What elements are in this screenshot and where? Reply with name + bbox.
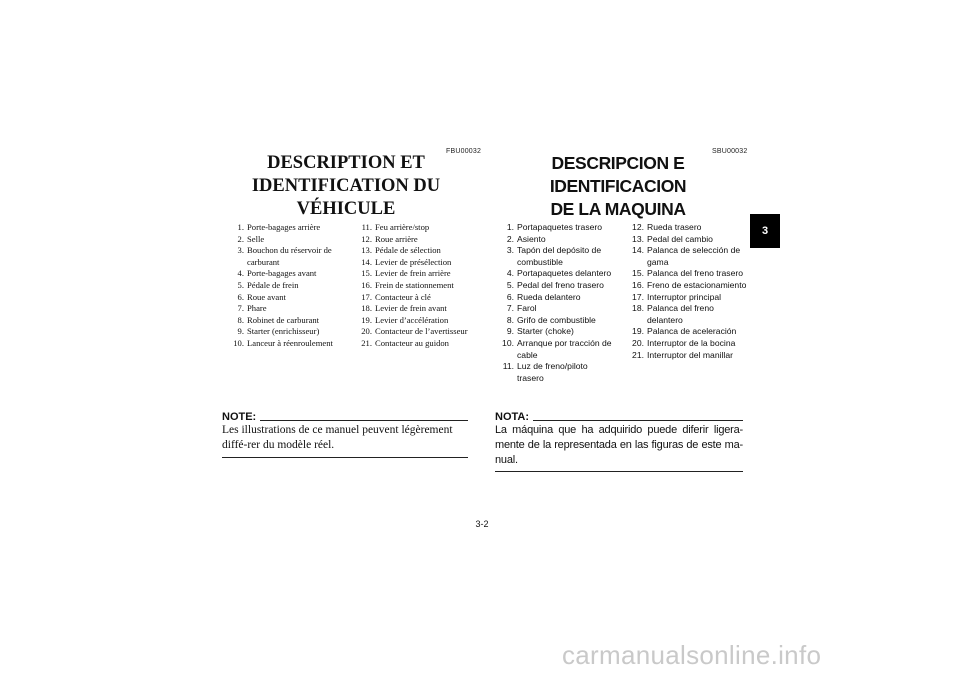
list-item xyxy=(630,280,748,292)
list-item-number: 3. xyxy=(237,245,244,256)
list-item-number: 7. xyxy=(506,303,514,314)
list-item-label: Contacteur à clé xyxy=(375,291,431,302)
list-item-number: 11. xyxy=(502,361,514,372)
spanish-ref-code: SBU00032 xyxy=(712,148,748,155)
list-item-label: Interruptor del manillar xyxy=(647,349,733,360)
list-item-number: 19. xyxy=(632,326,644,337)
list-item-label: Roue arrière xyxy=(375,233,418,244)
list-item-label: Arranque por tracción de cable xyxy=(517,337,612,360)
list-item-number: 4. xyxy=(506,268,514,279)
list-item-label: Feu arrière/stop xyxy=(375,222,430,232)
list-item-label: Luz de freno/piloto trasero xyxy=(517,361,588,383)
list-item xyxy=(630,292,748,304)
list-item xyxy=(500,303,616,315)
list-item xyxy=(500,315,616,327)
list-item-label: Palanca de selección de gama xyxy=(647,245,741,267)
list-item xyxy=(630,245,748,268)
list-item-label: Palanca del freno delantero xyxy=(647,303,714,325)
list-item xyxy=(232,245,350,268)
list-item xyxy=(500,222,616,234)
list-item-number: 6. xyxy=(506,291,514,302)
list-item-number: 14. xyxy=(361,256,372,267)
page-number: 3-2 xyxy=(475,519,489,529)
list-item-label: Pedal del cambio xyxy=(647,233,713,244)
list-item-label: Portapaquetes delantero xyxy=(517,268,612,279)
spanish-note-end-rule xyxy=(495,471,743,472)
list-item-label: Starter (choke) xyxy=(517,326,574,337)
list-item-number: 14. xyxy=(632,245,644,256)
list-item-number: 2. xyxy=(237,233,244,244)
list-item-number: 16. xyxy=(361,279,372,290)
list-item-number: 7. xyxy=(237,303,244,314)
list-item-label: Levier de présélection xyxy=(375,256,452,267)
list-item-number: 1. xyxy=(506,222,514,232)
list-item xyxy=(360,303,478,315)
list-item-number: 18. xyxy=(361,303,372,314)
list-item-label: Roue avant xyxy=(247,291,286,302)
list-item xyxy=(630,222,748,234)
list-item-label: Starter (enrichisseur) xyxy=(247,326,320,337)
list-item-number: 21. xyxy=(632,349,644,360)
spanish-note-label: NOTA: xyxy=(495,411,530,423)
list-item-label: Porte-bagages arrière xyxy=(247,222,321,232)
french-note-text: Les illustrations de ce manuel peuvent légèrement diffé-rer du modèle réel. xyxy=(222,424,453,451)
list-item-number: 3. xyxy=(506,245,514,256)
list-item-number: 18. xyxy=(632,303,644,314)
list-item-label: Bouchon du réservoir de carburant xyxy=(247,245,332,267)
list-item xyxy=(232,303,350,315)
chapter-tab: 3 xyxy=(750,214,780,248)
list-item xyxy=(232,268,350,280)
list-item-number: 5. xyxy=(506,279,514,290)
french-note-rule xyxy=(260,420,468,421)
list-item xyxy=(360,234,478,246)
list-item xyxy=(232,234,350,246)
list-item-number: 20. xyxy=(361,326,372,337)
list-item-label: Interruptor de la bocina xyxy=(647,337,736,348)
list-item xyxy=(232,315,350,327)
spanish-parts-list-left xyxy=(500,222,616,384)
french-parts-list-right xyxy=(360,222,478,350)
list-item-label: Robinet de carburant xyxy=(247,314,320,325)
list-item-label: Pedal del freno trasero xyxy=(517,279,604,290)
list-item-number: 6. xyxy=(237,291,244,302)
french-parts-list-left xyxy=(232,222,350,350)
list-item-label: Portapaquetes trasero xyxy=(517,222,603,232)
list-item-label: Porte-bagages avant xyxy=(247,268,317,279)
list-item-label: Rueda trasero xyxy=(647,222,702,232)
list-item-label: Pédale de frein xyxy=(247,279,299,290)
list-item xyxy=(360,245,478,257)
list-item-label: Frein de stationnement xyxy=(375,279,454,290)
list-item-number: 21. xyxy=(361,337,372,348)
list-item-label: Interruptor principal xyxy=(647,291,722,302)
french-note-label: NOTE: xyxy=(222,411,257,423)
list-item-label: Levier de frein avant xyxy=(375,303,447,314)
list-item-number: 8. xyxy=(506,314,514,325)
list-item xyxy=(630,338,748,350)
list-item xyxy=(360,280,478,292)
list-item-label: Lanceur à réenroulement xyxy=(247,337,333,348)
list-item-number: 15. xyxy=(361,268,372,279)
list-item-label: Contacteur de l’avertisseur xyxy=(375,326,468,337)
french-ref-code: FBU00032 xyxy=(446,148,482,155)
list-item-label: Palanca del freno trasero xyxy=(647,268,744,279)
french-note-header xyxy=(222,411,468,423)
list-item xyxy=(630,268,748,280)
list-item xyxy=(630,326,748,338)
list-item xyxy=(500,292,616,304)
list-item-label: Tapón del depósito de combustible xyxy=(517,245,602,267)
list-item-number: 17. xyxy=(361,291,372,302)
list-item-label: Contacteur au guidon xyxy=(375,337,449,348)
list-item-number: 9. xyxy=(506,326,514,337)
list-item xyxy=(500,268,616,280)
list-item-label: Grifo de combustible xyxy=(517,314,596,325)
list-item-number: 13. xyxy=(361,245,372,256)
spanish-parts-list-right xyxy=(630,222,748,361)
list-item-number: 15. xyxy=(632,268,644,279)
spanish-note-rule xyxy=(533,420,743,421)
list-item-number: 13. xyxy=(632,233,644,244)
list-item xyxy=(360,315,478,327)
french-title-line-1: DESCRIPTION ET xyxy=(267,153,425,173)
list-item xyxy=(232,326,350,338)
french-section-title xyxy=(222,152,470,221)
list-item-label: Rueda delantero xyxy=(517,291,581,302)
spanish-title-line-2: DE LA MAQUINA xyxy=(550,199,686,219)
french-title-line-2: IDENTIFICATION DU VÉHICULE xyxy=(251,176,441,219)
list-item-number: 20. xyxy=(632,337,644,348)
list-item xyxy=(360,222,478,234)
list-item xyxy=(500,280,616,292)
spanish-note-text: La máquina que ha adquirido puede diferir ligera-mente de la representada en las figuras de este ma-nual. xyxy=(495,424,743,466)
list-item-label: Palanca de aceleración xyxy=(647,326,737,337)
list-item-label: Levier de frein arrière xyxy=(375,268,451,279)
list-item-number: 19. xyxy=(361,314,372,325)
list-item-label: Pédale de sélection xyxy=(375,245,441,256)
list-item xyxy=(500,326,616,338)
list-item xyxy=(232,222,350,234)
list-item-number: 12. xyxy=(361,233,372,244)
list-item-label: Phare xyxy=(247,303,267,314)
list-item-label: Levier d’accélération xyxy=(375,314,449,325)
spanish-title-line-1: DESCRIPCION E IDENTIFICACION xyxy=(549,153,687,196)
list-item-number: 1. xyxy=(237,222,244,232)
list-item xyxy=(630,350,748,362)
list-item-number: 17. xyxy=(632,291,644,302)
list-item xyxy=(630,303,748,326)
list-item-number: 5. xyxy=(237,279,244,290)
list-item-number: 10. xyxy=(233,337,244,348)
spanish-section-title xyxy=(492,152,744,221)
list-item xyxy=(500,234,616,246)
list-item xyxy=(360,257,478,269)
list-item xyxy=(500,245,616,268)
list-item xyxy=(232,292,350,304)
list-item-number: 11. xyxy=(361,222,372,232)
list-item xyxy=(232,338,350,350)
list-item-number: 4. xyxy=(237,268,244,279)
list-item xyxy=(360,292,478,304)
list-item xyxy=(360,326,478,338)
list-item-number: 9. xyxy=(237,326,244,337)
list-item-label: Selle xyxy=(247,233,265,244)
list-item-number: 12. xyxy=(632,222,644,232)
list-item xyxy=(630,234,748,246)
french-note-end-rule xyxy=(222,457,468,458)
list-item-label: Farol xyxy=(517,303,537,314)
list-item-label: Asiento xyxy=(517,233,546,244)
list-item-label: Freno de estacionamiento xyxy=(647,279,747,290)
watermark: carmanualsonline.info xyxy=(562,640,822,670)
list-item xyxy=(360,268,478,280)
list-item xyxy=(232,280,350,292)
list-item xyxy=(360,338,478,350)
list-item-number: 16. xyxy=(632,279,644,290)
list-item xyxy=(500,361,616,384)
list-item-number: 2. xyxy=(506,233,514,244)
list-item-number: 10. xyxy=(502,337,514,348)
list-item-number: 8. xyxy=(237,314,244,325)
list-item xyxy=(500,338,616,361)
spanish-note-header xyxy=(495,411,743,423)
